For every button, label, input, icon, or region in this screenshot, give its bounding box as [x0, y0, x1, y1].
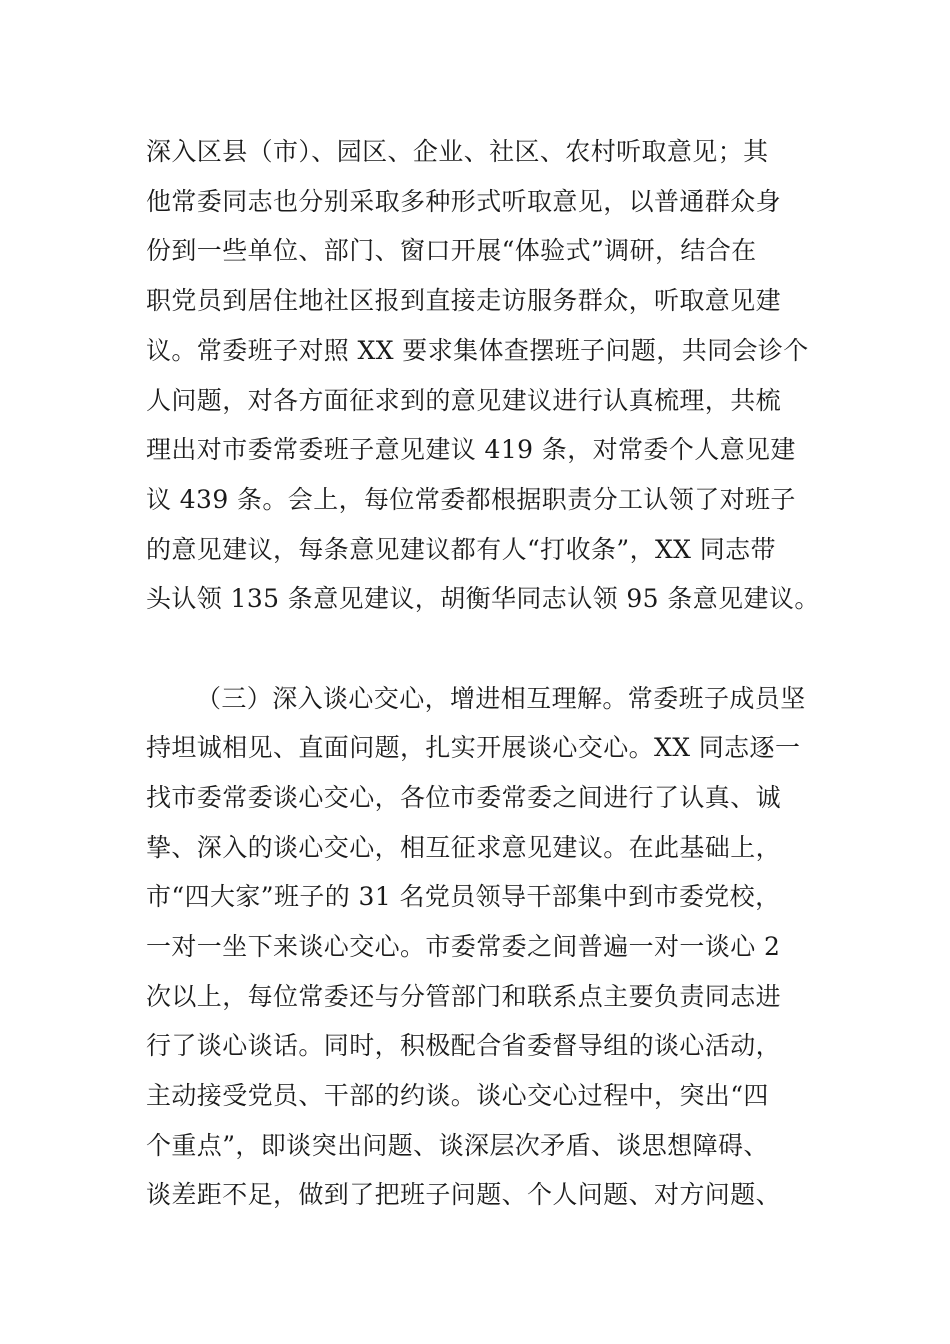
text-line: 主动接受党员、干部的约谈。谈心交心过程中，突出“四 — [146, 1081, 769, 1110]
text-line: 持坦诚相见、直面问题，扎实开展谈心交心。XX 同志逐一 — [146, 733, 801, 762]
text-line: 找市委常委谈心交心，各位市委常委之间进行了认真、诚 — [146, 783, 782, 812]
text-line: 市“四大家”班子的 31 名党员领导干部集中到市委党校， — [146, 882, 781, 911]
text-line: 议。常委班子对照 XX 要求集体查摆班子问题，共同会诊个 — [146, 336, 809, 365]
section-heading-line: （三）深入谈心交心，增进相互理解。常委班子成员坚 — [196, 684, 806, 713]
text-line: 深入区县（市）、园区、企业、社区、农村听取意见；其 — [146, 137, 769, 166]
text-line: 谈差距不足，做到了把班子问题、个人问题、对方问题、 — [146, 1180, 782, 1209]
text-line: 份到一些单位、部门、窗口开展“体验式”调研，结合在 — [146, 236, 757, 265]
text-line: 次以上，每位常委还与分管部门和联系点主要负责同志进 — [146, 982, 782, 1011]
text-line: 头认领 135 条意见建议，胡衡华同志认领 95 条意见建议。 — [146, 584, 820, 613]
text-line: 挚、深入的谈心交心，相互征求意见建议。在此基础上， — [146, 833, 782, 862]
text-line: 行了谈心谈话。同时，积极配合省委督导组的谈心活动， — [146, 1031, 782, 1060]
text-line: 人问题，对各方面征求到的意见建议进行认真梳理，共梳 — [146, 386, 782, 415]
text-line: 职党员到居住地社区报到直接走访服务群众，听取意见建 — [146, 286, 782, 315]
text-line: 个重点”，即谈突出问题、谈深层次矛盾、谈思想障碍、 — [146, 1131, 769, 1160]
text-line: 的意见建议，每条意见建议都有人“打收条”，XX 同志带 — [146, 535, 776, 564]
text-line: 他常委同志也分别采取多种形式听取意见，以普通群众身 — [146, 187, 782, 216]
text-line: 理出对市委常委班子意见建议 419 条，对常委个人意见建 — [146, 435, 796, 464]
text-line: 一对一坐下来谈心交心。市委常委之间普遍一对一谈心 2 — [146, 932, 781, 961]
text-line: 议 439 条。会上，每位常委都根据职责分工认领了对班子 — [146, 485, 796, 514]
